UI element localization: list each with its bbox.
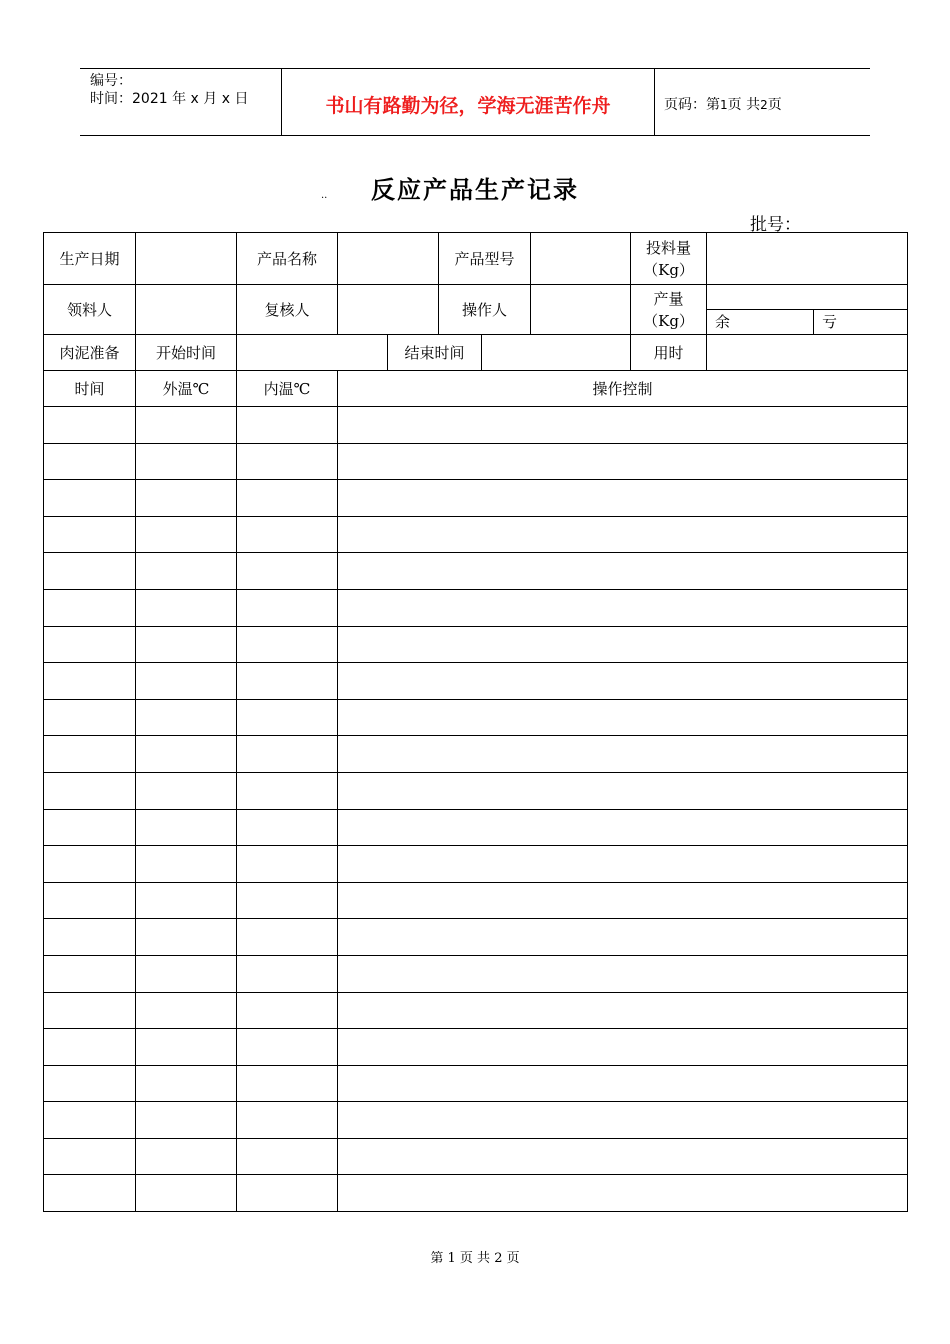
log-outer-temp-cell[interactable] [136,663,237,700]
log-row [44,955,908,992]
log-time-cell[interactable] [44,809,136,846]
log-time-cell[interactable] [44,516,136,553]
log-inner-temp-cell[interactable] [237,992,338,1029]
log-row [44,663,908,700]
log-operation-cell[interactable] [338,1175,908,1212]
header-divider [654,69,655,135]
number-label: 编号： [90,73,132,89]
page-total: 2 [760,98,768,112]
log-row [44,1029,908,1066]
log-inner-temp-cell[interactable] [237,846,338,883]
log-row [44,809,908,846]
log-operation-cell[interactable] [338,919,908,956]
log-time-cell[interactable] [44,955,136,992]
output-qty-label [631,285,707,335]
log-inner-temp-cell[interactable] [237,919,338,956]
duration-field[interactable] [707,335,908,371]
log-outer-temp-cell[interactable] [136,699,237,736]
log-inner-temp-cell[interactable] [237,736,338,773]
log-section [44,371,908,1212]
log-operation-cell[interactable] [338,882,908,919]
feed-qty-text: 投料量 [646,238,692,257]
log-outer-temp-cell[interactable] [136,516,237,553]
log-outer-temp-cell[interactable] [136,1029,237,1066]
log-time-cell[interactable] [44,589,136,626]
log-operation-cell[interactable] [338,809,908,846]
header-meta [90,72,248,108]
log-outer-temp-cell[interactable] [136,882,237,919]
log-time-cell[interactable] [44,1029,136,1066]
log-outer-temp-cell[interactable] [136,553,237,590]
reviewer-field[interactable] [338,285,439,335]
log-row [44,443,908,480]
log-operation-cell[interactable] [338,699,908,736]
product-model-label: 产品型号 [439,233,531,285]
deficit-field[interactable]: 亏 [814,310,908,335]
log-row [44,480,908,517]
log-inner-temp-cell[interactable] [237,1138,338,1175]
log-operation-cell[interactable] [338,1029,908,1066]
log-inner-temp-cell[interactable] [237,443,338,480]
output-qty-field[interactable] [707,285,908,310]
page-mid: 页 共 [727,97,761,113]
production-date-label: 生产日期 [44,233,136,285]
batch-number-label: 批号： [750,215,801,235]
log-outer-temp-cell[interactable] [136,955,237,992]
product-name-field[interactable] [338,233,439,285]
col-header-time: 时间 [44,371,136,407]
log-time-cell[interactable] [44,1102,136,1139]
log-time-cell[interactable] [44,1175,136,1212]
log-time-cell[interactable] [44,480,136,517]
log-operation-cell[interactable] [338,736,908,773]
log-inner-temp-cell[interactable] [237,480,338,517]
log-operation-cell[interactable] [338,992,908,1029]
log-row [44,919,908,956]
log-time-cell[interactable] [44,846,136,883]
log-inner-temp-cell[interactable] [237,772,338,809]
duration-label: 用时 [631,335,707,371]
log-header-row [44,371,908,407]
log-row [44,699,908,736]
log-operation-cell[interactable] [338,407,908,444]
log-operation-cell[interactable] [338,955,908,992]
receiver-label: 领料人 [44,285,136,335]
end-time-label: 结束时间 [388,335,482,371]
log-operation-cell[interactable] [338,1102,908,1139]
log-row [44,1175,908,1212]
log-outer-temp-cell[interactable] [136,1102,237,1139]
log-inner-temp-cell[interactable] [237,1065,338,1102]
page-title: 反应产品生产记录 [371,176,579,204]
feed-qty-unit: （Kg） [643,260,694,279]
operator-label: 操作人 [439,285,531,335]
log-time-cell[interactable] [44,919,136,956]
meat-prep-label: 肉泥准备 [44,335,136,371]
document-header [80,68,870,136]
log-outer-temp-cell[interactable] [136,809,237,846]
log-inner-temp-cell[interactable] [237,626,338,663]
log-outer-temp-cell[interactable] [136,626,237,663]
log-row [44,516,908,553]
log-operation-cell[interactable] [338,1138,908,1175]
log-inner-temp-cell[interactable] [237,1175,338,1212]
feed-qty-field[interactable] [707,233,908,285]
log-inner-temp-cell[interactable] [237,553,338,590]
log-time-cell[interactable] [44,407,136,444]
log-outer-temp-cell[interactable] [136,1175,237,1212]
log-time-cell[interactable] [44,992,136,1029]
log-time-cell[interactable] [44,772,136,809]
time-label: 时间：2021 年 x 月 x 日 [90,91,249,107]
log-row [44,1065,908,1102]
log-operation-cell[interactable] [338,626,908,663]
log-inner-temp-cell[interactable] [237,1102,338,1139]
log-outer-temp-cell[interactable] [136,589,237,626]
log-inner-temp-cell[interactable] [237,663,338,700]
col-header-inner-temp: 内温℃ [237,371,338,407]
log-outer-temp-cell[interactable] [136,736,237,773]
log-outer-temp-cell[interactable] [136,992,237,1029]
log-time-cell[interactable] [44,443,136,480]
product-model-field[interactable] [531,233,631,285]
operator-field[interactable] [531,285,631,335]
page-current: 1 [720,98,728,112]
log-row [44,626,908,663]
log-row [44,1138,908,1175]
log-row [44,589,908,626]
log-outer-temp-cell[interactable] [136,919,237,956]
log-outer-temp-cell[interactable] [136,846,237,883]
production-date-field[interactable] [136,233,237,285]
log-row [44,992,908,1029]
log-time-cell[interactable] [44,699,136,736]
header-page-info [664,94,782,114]
log-time-cell[interactable] [44,663,136,700]
log-outer-temp-cell[interactable] [136,1138,237,1175]
log-row [44,407,908,444]
log-row [44,846,908,883]
log-time-cell[interactable] [44,882,136,919]
col-header-outer-temp: 外温℃ [136,371,237,407]
log-outer-temp-cell[interactable] [136,1065,237,1102]
start-time-field[interactable] [237,335,388,371]
production-record-table [43,232,908,1212]
log-time-cell[interactable] [44,736,136,773]
log-outer-temp-cell[interactable] [136,443,237,480]
log-operation-cell[interactable] [338,663,908,700]
log-operation-cell[interactable] [338,480,908,517]
log-operation-cell[interactable] [338,846,908,883]
log-time-cell[interactable] [44,553,136,590]
receiver-field[interactable] [136,285,237,335]
log-row [44,553,908,590]
log-inner-temp-cell[interactable] [237,589,338,626]
end-time-field[interactable] [482,335,631,371]
log-row [44,736,908,773]
log-operation-cell[interactable] [338,1065,908,1102]
header-motto: 书山有路勤为径，学海无涯苦作舟 [325,95,611,117]
surplus-field[interactable]: 余 [707,310,814,335]
log-row [44,882,908,919]
log-operation-cell[interactable] [338,589,908,626]
log-row [44,772,908,809]
log-operation-cell[interactable] [338,516,908,553]
page-suffix: 页 [767,97,782,113]
log-inner-temp-cell[interactable] [237,699,338,736]
log-inner-temp-cell[interactable] [237,955,338,992]
reviewer-label: 复核人 [237,285,338,335]
log-operation-cell[interactable] [338,553,908,590]
page-footer: 第 1 页 共 2 页 [430,1251,520,1266]
col-header-operation: 操作控制 [338,371,908,407]
feed-qty-label [631,233,707,285]
page-prefix: 页码：第 [664,97,720,113]
log-row [44,1102,908,1139]
output-qty-text: 产量 [653,289,684,308]
log-inner-temp-cell[interactable] [237,407,338,444]
log-inner-temp-cell[interactable] [237,1029,338,1066]
log-inner-temp-cell[interactable] [237,516,338,553]
log-time-cell[interactable] [44,626,136,663]
log-outer-temp-cell[interactable] [136,407,237,444]
log-operation-cell[interactable] [338,443,908,480]
title-marks: .. [321,190,328,201]
product-name-label: 产品名称 [237,233,338,285]
start-time-label: 开始时间 [136,335,237,371]
log-operation-cell[interactable] [338,772,908,809]
log-inner-temp-cell[interactable] [237,809,338,846]
output-qty-unit: （Kg） [643,311,694,330]
log-outer-temp-cell[interactable] [136,480,237,517]
log-outer-temp-cell[interactable] [136,772,237,809]
log-time-cell[interactable] [44,1138,136,1175]
log-time-cell[interactable] [44,1065,136,1102]
log-inner-temp-cell[interactable] [237,882,338,919]
